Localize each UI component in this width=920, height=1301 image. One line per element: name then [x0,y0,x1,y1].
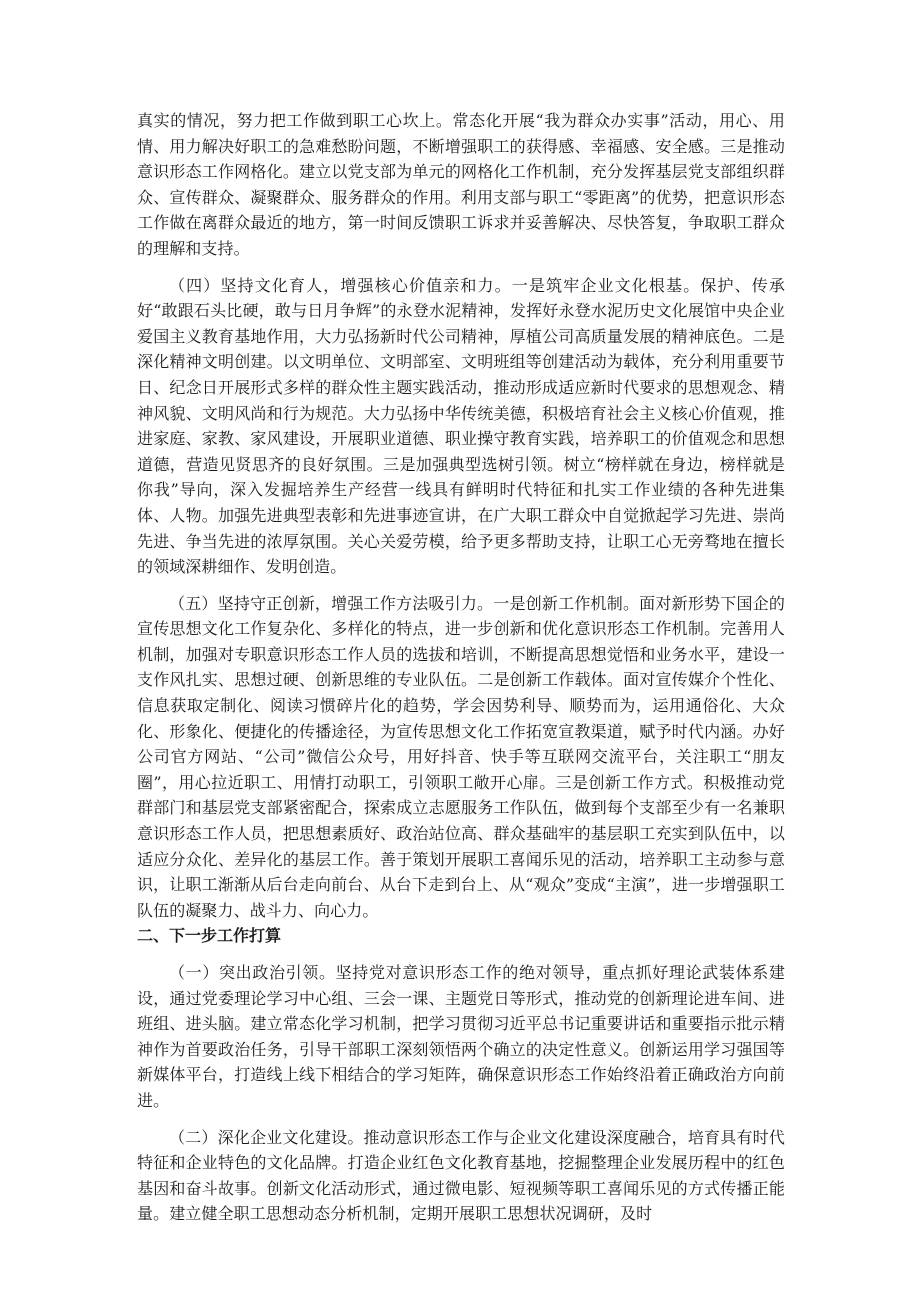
section-heading-text: 二、下一步工作打算 [137,926,282,946]
paragraph-section-4: （四）坚持文化育人，增强核心价值亲和力。一是筑牢企业文化根基。保护、传承好“敢跟石头比硬，敢与日月争辉”的永登水泥精神，发挥好永登水泥历史文化展馆中央企业爱国主义教育基地作用，大力弘扬新时代公司精神，厚植公司高质量发展的精神底色。二是深化精神文明创建。以文明单位、文明部室、文明班组等创建活动为载体，充分利用重要节日、纪念日开展形式多样的群众性主题实践活动，推动形成适应新时代要求的思想观念、精神风貌、文明风尚和行为规范。大力弘扬中华传统美德，积极培育社会主义核心价值观，推进家庭、家教、家风建设，开展职业道德、职业操守教育实践，培养职工的价值观念和思想道德，营造见贤思齐的良好氛围。三是加强典型选树引领。树立“榜样就在身边，榜样就是你我”导向，深入发掘培养生产经营一线具有鲜明时代特征和扎实工作业绩的各种先进集体、人物。加强先进典型表彰和先进事迹宣讲，在广大职工群众中自觉掀起学习先进、崇尚先进、争当先进的浓厚氛围。关心关爱劳模，给予更多帮助支持，让职工心无旁骛地在擅长的领域深耕细作、发明创造。 [137,275,785,577]
section-heading [137,923,785,949]
paragraph-next-step-1: （一）突出政治引领。坚持党对意识形态工作的绝对领导，重点抓好理论武装体系建设，通过党委理论学习中心组、三会一课、主题党日等形式，推动党的创新理论进车间、进班组、进头脑。建立常态化学习机制，把学习贯彻习近平总书记重要讲话和重要指示批示精神作为首要政治任务，引导干部职工深刻领悟两个确立的决定性意义。创新运用学习强国等新媒体平台，打造线上线下相结合的学习矩阵，确保意识形态工作始终沿着正确政治方向前进。 [137,963,785,1110]
document-page [137,108,785,1227]
paragraph-continuation: 真实的情况，努力把工作做到职工心坎上。常态化开展“我为群众办实事”活动，用心、用情、用力解决好职工的急难愁盼问题，不断增强职工的获得感、幸福感、安全感。三是推动意识形态工作网格化。建立以党支部为单元的网格化工作机制，充分发挥基层党支部组织群众、宣传群众、凝聚群众、服务群众的作用。利用支部与职工“零距离”的优势，把意识形态工作做在离群众最近的地方，第一时间反馈职工诉求并妥善解决、尽快答复，争取职工群众的理解和支持。 [137,111,785,258]
paragraph-section-5: （五）坚持守正创新，增强工作方法吸引力。一是创新工作机制。面对新形势下国企的宣传思想文化工作复杂化、多样化的特点，进一步创新和优化意识形态工作机制。完善用人机制，加强对专职意识形态工作人员的选拔和培训，不断提高思想觉悟和业务水平，建设一支作风扎实、思想过硬、创新思维的专业队伍。二是创新工作载体。面对宣传媒介个性化、信息获取定制化、阅读习惯碎片化的趋势，学会因势利导、顺势而为，运用通俗化、大众化、形象化、便捷化的传播途径，为宣传思想文化工作拓宽宣教渠道，赋予时代内涵。办好公司官方网站、“公司”微信公众号，用好抖音、快手等互联网交流平台，关注职工“朋友圈”，用心拉近职工、用情打动职工，引领职工敞开心扉。三是创新工作方式。积极推动党群部门和基层党支部紧密配合，探索成立志愿服务工作队伍，做到每个支部至少有一名兼职意识形态工作人员，把思想素质好、政治站位高、群众基础牢的基层职工充实到队伍中，以适应分众化、差异化的基层工作。善于策划开展职工喜闻乐见的活动，培养职工主动参与意识，让职工渐渐从后台走向前台、从台下走到台上、从“观众”变成“主演”，进一步增强职工队伍的凝聚力、战斗力、向心力。 [137,593,785,920]
paragraph-next-step-2: （二）深化企业文化建设。推动意识形态工作与企业文化建设深度融合，培育具有时代特征和企业特色的文化品牌。打造企业红色文化教育基地，挖掘整理企业发展历程中的红色基因和奋斗故事。创新文化活动形式，通过微电影、短视频等职工喜闻乐见的方式传播正能量。建立健全职工思想动态分析机制，定期开展职工思想状况调研，及时 [137,1127,785,1224]
